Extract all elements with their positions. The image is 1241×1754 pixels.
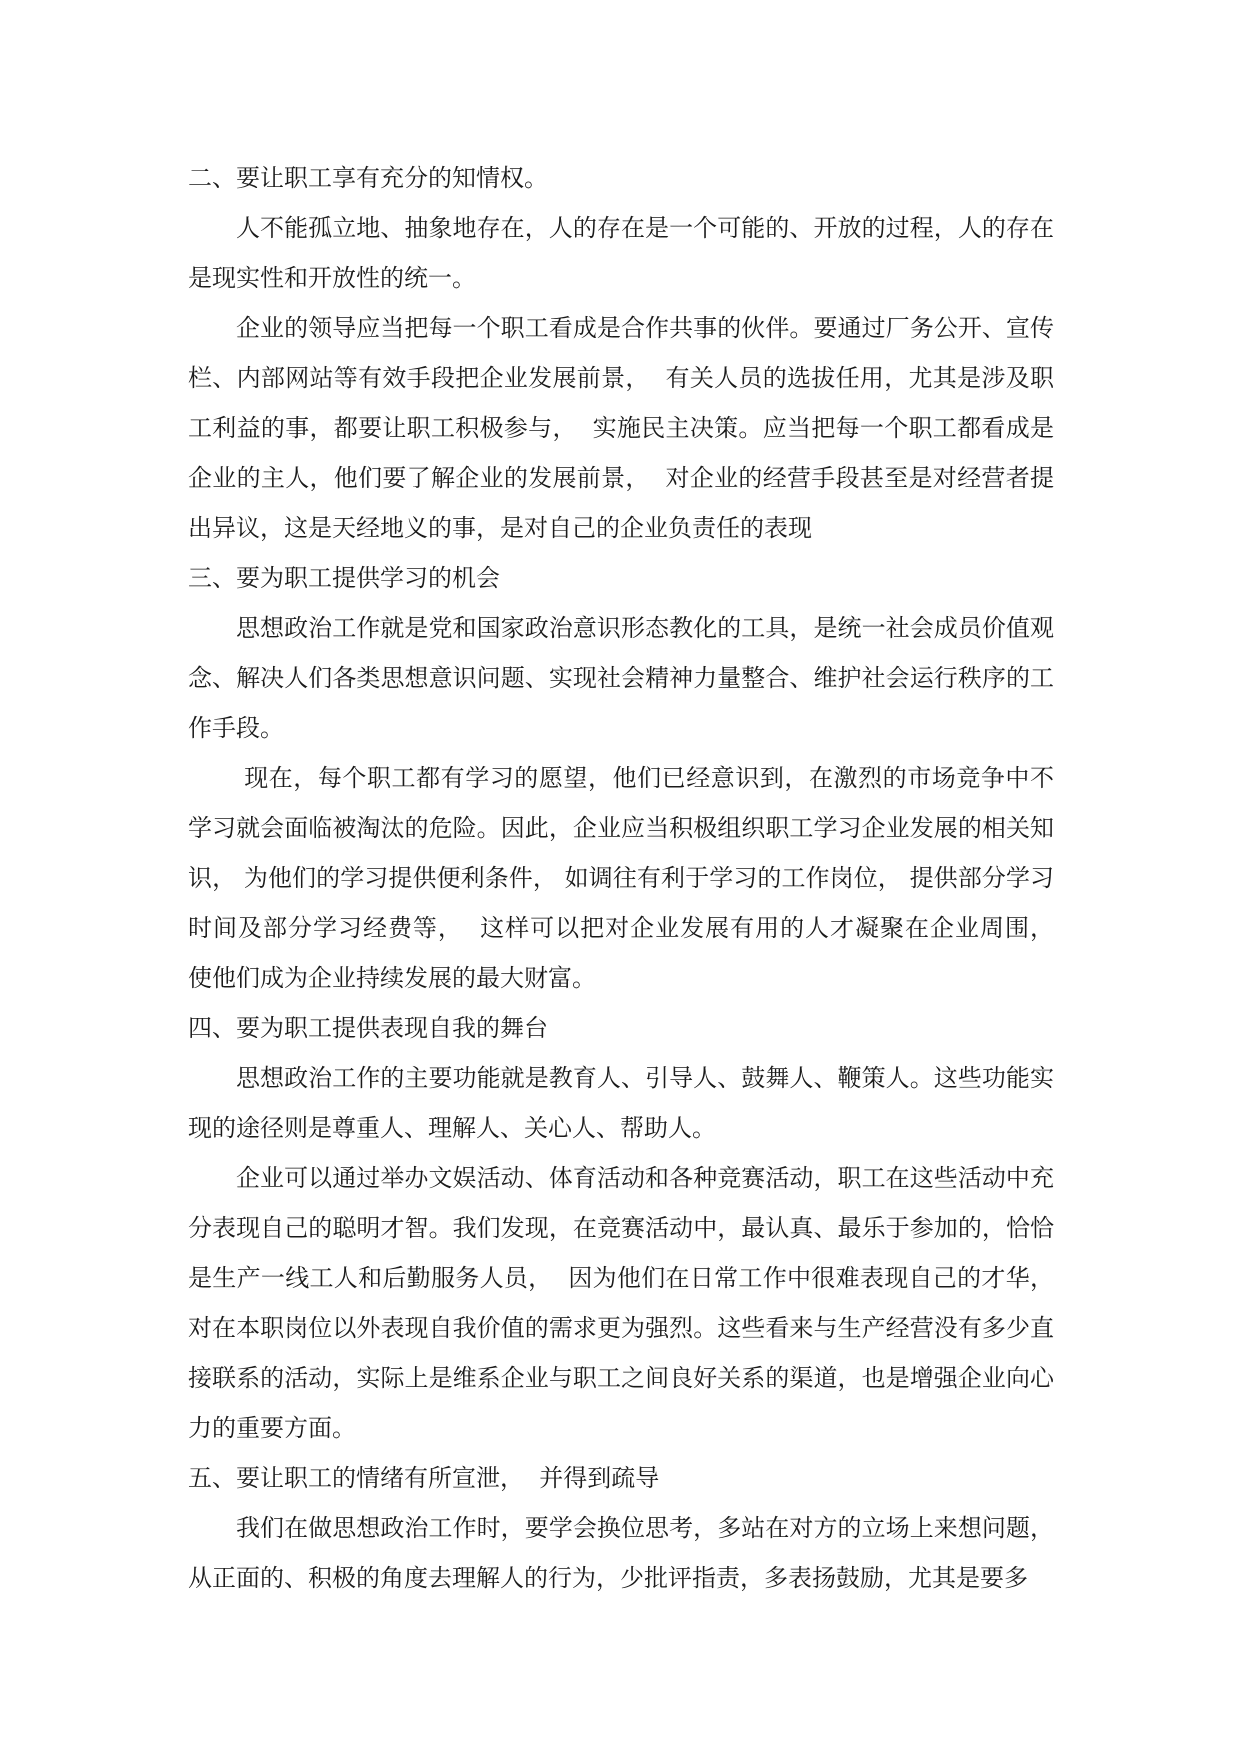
section-heading-5: 五、要让职工的情绪有所宣泄， 并得到疏导 xyxy=(188,1464,660,1492)
paragraph: 企业可以通过举办文娱活动、体育活动和各种竞赛活动，职工在这些活动中充分表现自己的聪明才智。我们发现，在竞赛活动中，最认真、最乐于参加的，恰恰是生产一线工人和后勤服务人员， 因为他们在日常工作中很难表现自己的才华，对在本职岗位以外表现自我价值的需求更为强烈。这些看来与生产经营没有多少直接联系的活动，实际上是维系企业与职工之间良好关系的渠道，也是增强企业向心力的重要方面。 xyxy=(188,1164,1054,1442)
paragraph: 现在，每个职工都有学习的愿望，他们已经意识到，在激烈的市场竞争中不学习就会面临被淘汰的危险。因此，企业应当积极组织职工学习企业发展的相关知识， 为他们的学习提供便利条件， 如调往有利于学习的工作岗位， 提供部分学习时间及部分学习经费等， 这样可以把对企业发展有用的人才凝聚在企业周围， 使他们成为企业持续发展的最大财富。 xyxy=(188,764,1070,992)
paragraph: 思想政治工作就是党和国家政治意识形态教化的工具，是统一社会成员价值观念、解决人们各类思想意识问题、实现社会精神力量整合、维护社会运行秩序的工作手段。 xyxy=(188,614,1054,742)
paragraph: 思想政治工作的主要功能就是教育人、引导人、鼓舞人、鞭策人。这些功能实现的途径则是尊重人、理解人、关心人、帮助人。 xyxy=(188,1064,1054,1142)
paragraph: 我们在做思想政治工作时，要学会换位思考，多站在对方的立场上来想问题，从正面的、积极的角度去理解人的行为，少批评指责，多表扬鼓励，尤其是要多 xyxy=(188,1514,1054,1592)
section-heading-2: 二、要让职工享有充分的知情权。 xyxy=(188,164,548,192)
document-body xyxy=(188,153,1070,1603)
paragraph: 企业的领导应当把每一个职工看成是合作共事的伙伴。要通过厂务公开、宣传栏、内部网站等有效手段把企业发展前景， 有关人员的选拔任用，尤其是涉及职工利益的事，都要让职工积极参与， 实施民主决策。应当把每一个职工都看成是企业的主人，他们要了解企业的发展前景， 对企业的经营手段甚至是对经营者提出异议，这是天经地义的事，是对自己的企业负责任的表现 xyxy=(188,314,1054,542)
paragraph: 人不能孤立地、抽象地存在，人的存在是一个可能的、开放的过程，人的存在是现实性和开放性的统一。 xyxy=(188,214,1054,292)
section-heading-3: 三、要为职工提供学习的机会 xyxy=(188,564,500,592)
section-heading-4: 四、要为职工提供表现自我的舞台 xyxy=(188,1014,548,1042)
